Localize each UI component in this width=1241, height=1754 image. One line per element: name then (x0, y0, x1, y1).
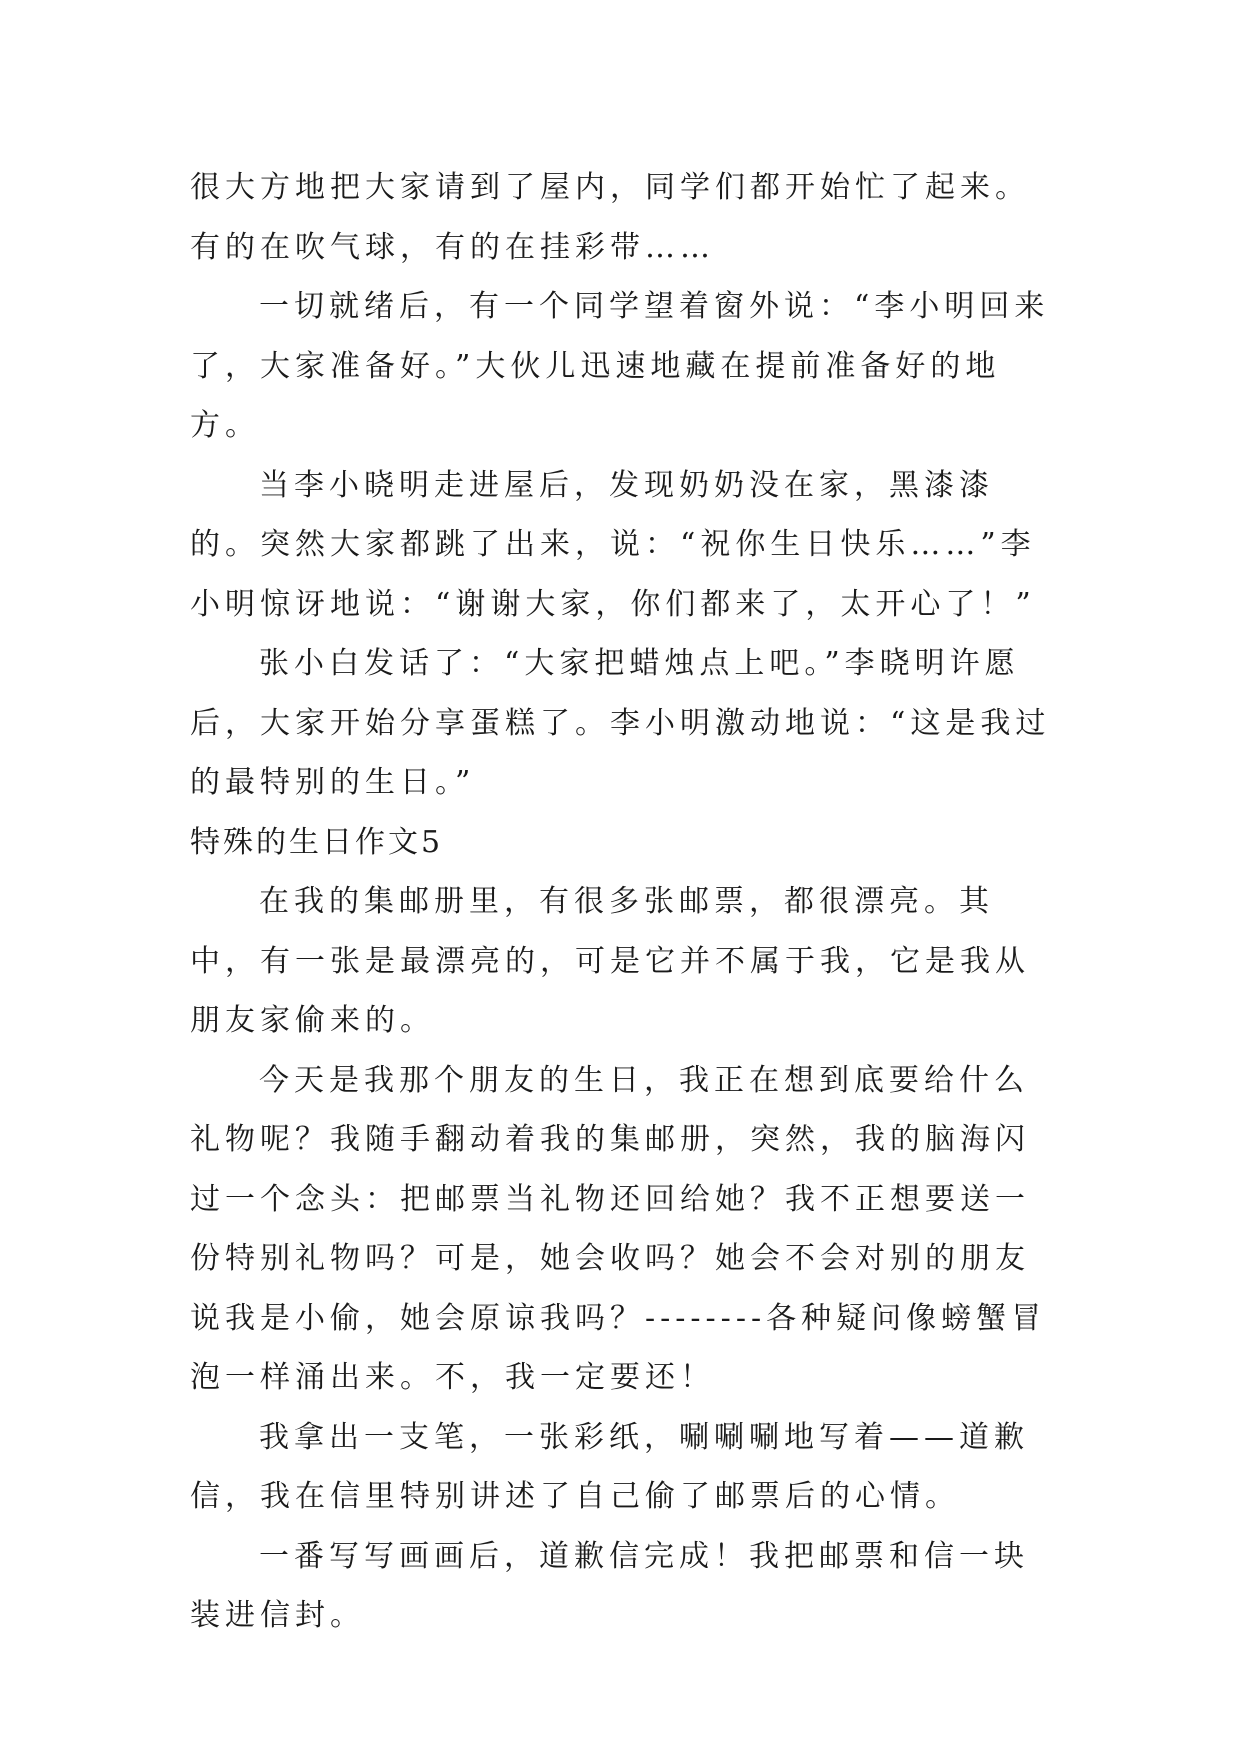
paragraph: 一切就绪后，有一个同学望着窗外说：“李小明回来了，大家准备好。”大伙儿迅速地藏在提前准备好的地方。 (190, 289, 1050, 443)
paragraph: 我拿出一支笔，一张彩纸，唰唰唰地写着——道歉信，我在信里特别讲述了自己偷了邮票后的心情。 (190, 1419, 1029, 1514)
paragraph: 一番写写画画后，道歉信完成！我把邮票和信一块装进信封。 (190, 1538, 1029, 1633)
paragraph: 今天是我那个朋友的生日，我正在想到底要给什么礼物呢？我随手翻动着我的集邮册，突然，我的脑海闪过一个念头：把邮票当礼物还回给她？我不正想要送一份特别礼物吗？可是，她会收吗？她会不会对别的朋友说我是小偷，她会原谅我吗？--------各种疑问像螃蟹冒泡一样涌出来。不，我一定要还！ (190, 1062, 1047, 1395)
paragraph-continuation: 很大方地把大家请到了屋内，同学们都开始忙了起来。有的在吹气球，有的在挂彩带…… (190, 170, 1030, 265)
paragraph: 张小白发话了：“大家把蜡烛点上吧。”李晓明许愿后，大家开始分享蛋糕了。李小明激动地说：“这是我过的最特别的生日。” (190, 646, 1051, 800)
paragraph: 在我的集邮册里，有很多张邮票，都很漂亮。其中，有一张是最漂亮的，可是它并不属于我，它是我从朋友家偷来的。 (190, 884, 1030, 1038)
paragraph: 当李小晓明走进屋后，发现奶奶没在家，黑漆漆的。突然大家都跳了出来，说：“祝你生日快乐……”李小明惊讶地说：“谢谢大家，你们都来了，太开心了！” (190, 467, 1036, 622)
document-body (190, 158, 1052, 1646)
section-heading: 特殊的生日作文5 (190, 824, 444, 860)
